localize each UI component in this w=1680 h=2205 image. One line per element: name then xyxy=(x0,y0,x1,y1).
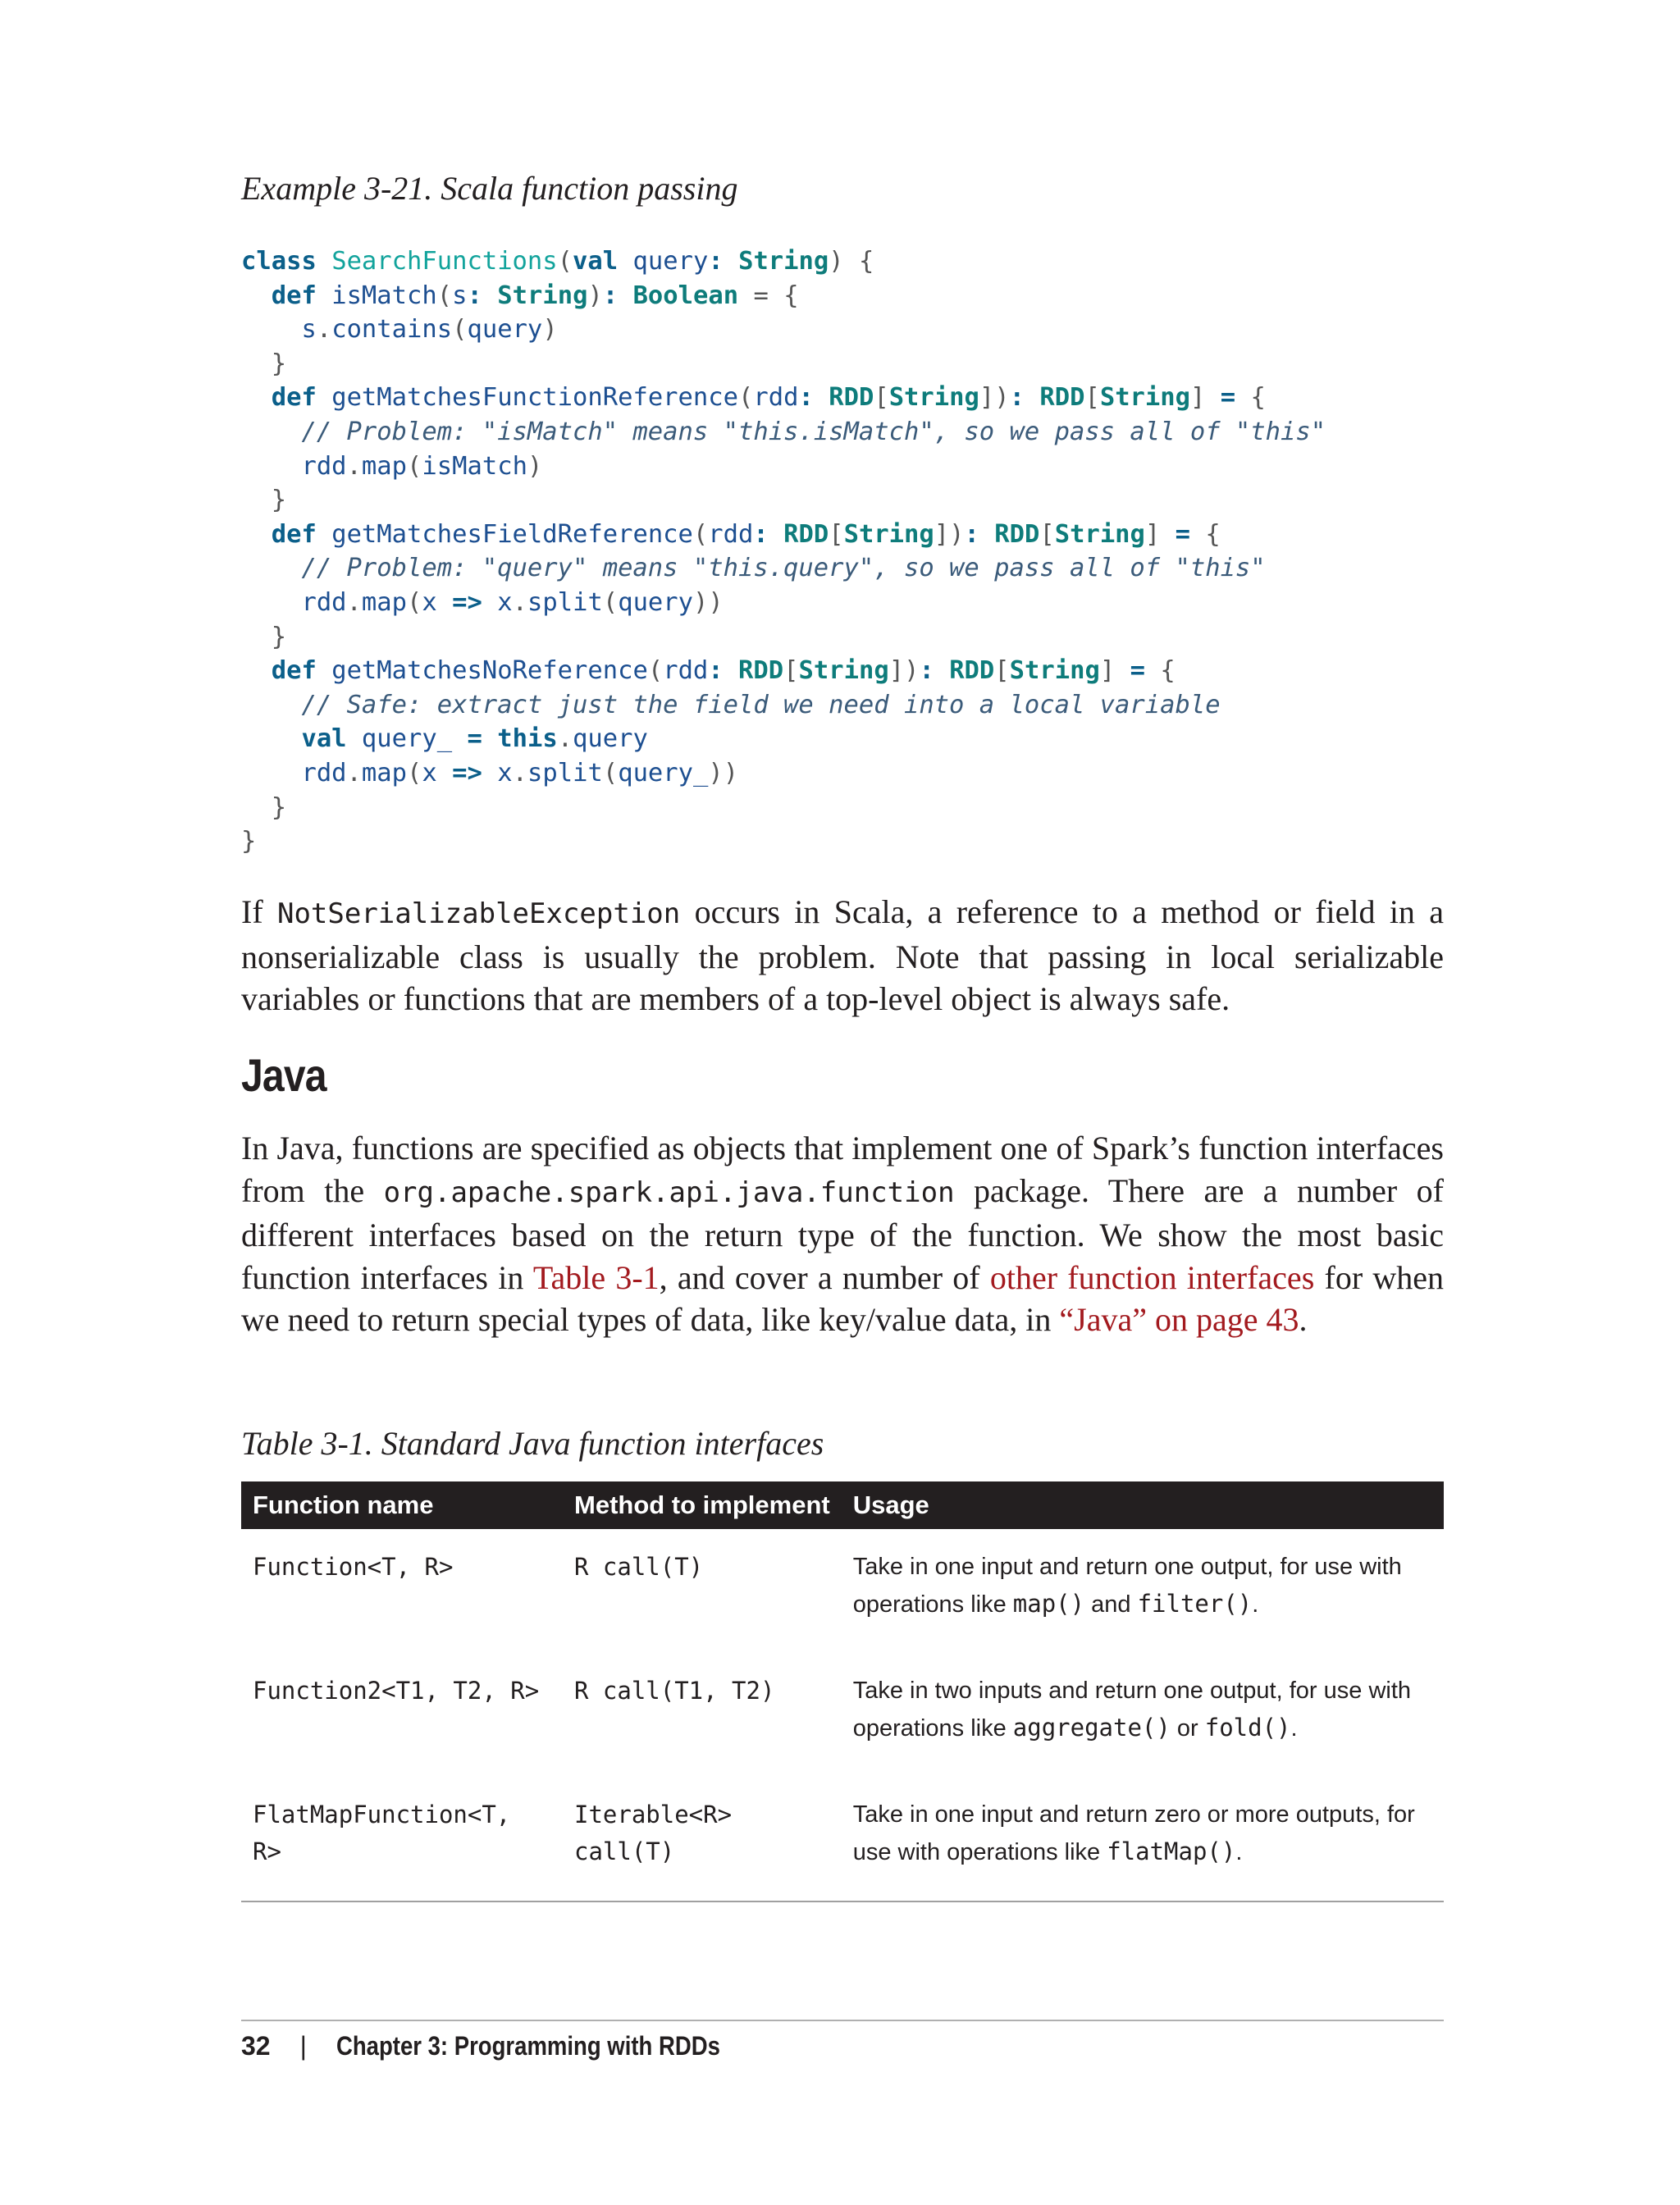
usage-code: filter() xyxy=(1137,1590,1253,1618)
table-row xyxy=(241,1529,1444,1653)
usage-text: Take in one input and return zero or more outputs, for use with operations like xyxy=(852,1801,1415,1865)
cell-usage xyxy=(842,1777,1444,1901)
table-header-row xyxy=(241,1481,1444,1529)
inline-code-package: org.apache.spark.api.java.function xyxy=(383,1176,955,1209)
usage-text: Take in one input and return one output, for use with operations like xyxy=(852,1554,1402,1618)
cell-usage xyxy=(842,1529,1444,1653)
para1-text-a: If xyxy=(241,893,277,930)
para2-text-1: In Java, functions are specified as objects that implement one of Spark’s function interfaces from the xyxy=(241,1130,1444,1209)
usage-code: fold() xyxy=(1204,1714,1291,1742)
usage-code: map() xyxy=(1012,1590,1085,1618)
usage-code: flatMap() xyxy=(1107,1838,1236,1865)
paragraph-java-intro xyxy=(241,1127,1444,1341)
function-interfaces-table xyxy=(241,1481,1444,1902)
section-heading-java: Java xyxy=(241,1049,326,1101)
example-caption: Example 3-21. Scala function passing xyxy=(241,170,738,207)
header-usage: Usage xyxy=(842,1481,1444,1529)
function-interfaces-table-wrap xyxy=(241,1481,1444,1902)
table-caption: Table 3-1. Standard Java function interfaces xyxy=(241,1425,824,1462)
para2-text-4: for when we need to return special types of data, like key/value data, in xyxy=(241,1258,1445,1338)
usage-text: . xyxy=(1252,1591,1259,1618)
cell-usage xyxy=(842,1653,1444,1777)
para1-text-b: occurs in Scala, a reference to a method or field in a nonserializable class is usually the problem. Note that passing in local serializable variables or functions that are members of a top-level object is always safe. xyxy=(241,893,1445,1017)
header-method: Method to implement xyxy=(563,1481,842,1529)
para2-text-5: . xyxy=(1299,1301,1308,1338)
footer-separator: | xyxy=(299,2031,307,2061)
cell-method: R call(T) xyxy=(574,1553,704,1581)
cell-function-name: Function<T, R> xyxy=(253,1553,454,1581)
code-listing: class SearchFunctions(val query: String) { def isMatch(s: String): Boolean = { s.contains(query) } def getMatchesFunctionReference(rdd: RDD[String]): RDD[String] = { // Problem: "isMatch" means "this.isMatch", so we pass all of "this" rdd.map(isMatch) } def getMatchesFieldReference(rdd: RDD[String]): RDD[String] = { // Problem: "query" means "this.query", so we pass all of "this" rdd.map(x => x.split(query)) } def getMatchesNoReference(rdd: RDD[String]): RDD[String] = { // Safe: extract just the field we need into a local variable val query_ = this.query rdd.map(x => x.split(query_)) } } xyxy=(241,247,1326,856)
table-row xyxy=(241,1777,1444,1901)
footer-rule xyxy=(241,2020,1444,2021)
table-row xyxy=(241,1653,1444,1777)
cell-method: Iterable<R> call(T) xyxy=(563,1777,842,1901)
page-footer xyxy=(241,2031,783,2061)
link-table-3-1[interactable]: Table 3-1 xyxy=(532,1258,660,1296)
usage-text: . xyxy=(1290,1715,1298,1742)
inline-code-exception: NotSerializableException xyxy=(276,897,681,930)
cell-method: R call(T1, T2) xyxy=(574,1677,775,1705)
link-other-function-interfaces[interactable]: other function interfaces xyxy=(989,1258,1315,1296)
cell-function-name: Function2<T1, T2, R> xyxy=(253,1677,540,1705)
cell-function-name: FlatMapFunction<T, R> xyxy=(241,1777,563,1901)
paragraph-serialization xyxy=(241,891,1444,1020)
usage-text: and xyxy=(1084,1591,1138,1618)
usage-text: or xyxy=(1170,1715,1205,1742)
link-java-page-43[interactable]: “Java” on page 43 xyxy=(1059,1301,1299,1338)
header-function-name: Function name xyxy=(241,1481,563,1529)
page-number: 32 xyxy=(241,2031,271,2061)
para2-text-3: , and cover a number of xyxy=(659,1258,990,1296)
usage-text: Take in two inputs and return one output, for use with operations like xyxy=(852,1678,1412,1742)
chapter-title: Chapter 3: Programming with RDDs xyxy=(336,2031,720,2061)
usage-text: . xyxy=(1235,1839,1243,1865)
usage-code: aggregate() xyxy=(1012,1714,1171,1742)
para2-text-2: package. There are a number of different interfaces based on the return type of the function. We show the most basic function interfaces in xyxy=(241,1171,1444,1296)
